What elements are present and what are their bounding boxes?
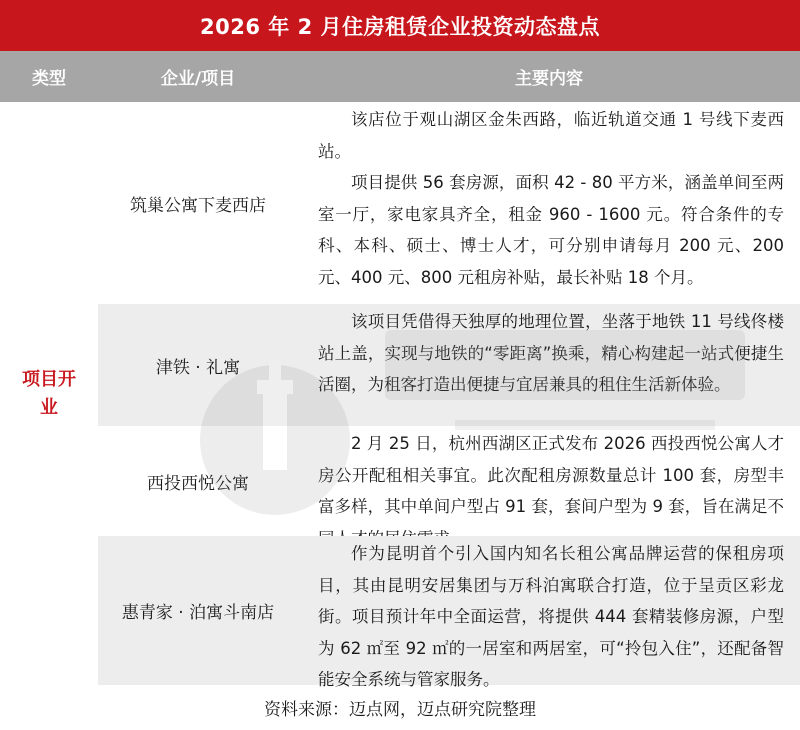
category-label: 项目开业	[22, 368, 76, 418]
header-type: 类型	[32, 69, 66, 89]
header-company: 企业/项目	[160, 69, 236, 89]
header-content: 主要内容	[515, 69, 583, 89]
table-row	[98, 536, 800, 689]
category-cell	[0, 102, 98, 685]
company-name: 津铁 · 礼寓	[155, 357, 241, 378]
table-row	[98, 102, 800, 304]
table-row	[98, 304, 800, 426]
content-paragraph: 该店位于观山湖区金朱西路，临近轨道交通 1 号线下麦西站。	[318, 110, 784, 161]
source-note: 资料来源：迈点网，迈点研究院整理	[264, 699, 536, 720]
page-title: 2026 年 2 月住房租赁企业投资动态盘点	[0, 0, 800, 51]
company-name: 筑巢公寓下麦西店	[130, 195, 266, 216]
content-paragraph: 作为昆明首个引入国内知名长租公寓品牌运营的保租房项目，其由昆明安居集团与万科泊寓联合打造，位于呈贡区彩龙街。项目预计年中全面运营，将提供 444 套精装修房源，户型为 62 ㎡至 92 ㎡的一居室和两居室，可“拎包入住”，还配备智能安全系统与管家服务。	[318, 544, 784, 689]
content-cell	[298, 102, 800, 304]
content-cell	[298, 304, 800, 426]
content-paragraph: 项目提供 56 套房源，面积 42 - 80 平方米，涵盖单间至两室一厅，家电家具齐全，租金 960 - 1600 元。符合条件的专科、本科、硕士、博士人才，可分别申请每月 200 元、200 元、400 元、800 元租房补贴，最长补贴 18 个月。	[318, 173, 784, 287]
content-cell	[298, 426, 800, 536]
content-cell	[298, 536, 800, 689]
company-name: 惠青家 · 泊寓斗南店	[121, 603, 275, 623]
table-row	[98, 426, 800, 536]
content-paragraph: 该项目凭借得天独厚的地理位置，坐落于地铁 11 号线佟楼站上盖，实现与地铁的“零距离”换乘，精心构建起一站式便捷生活圈，为租客打造出便捷与宜居兼具的租住生活新体验。	[318, 312, 784, 394]
company-name: 西投西悦公寓	[147, 473, 249, 494]
content-paragraph: 2 月 25 日，杭州西湖区正式发布 2026 西投西悦公寓人才房公开配租相关事宜。此次配租房源数量总计 100 套，房型丰富多样，其中单间户型占 91 套，套间户型为 9 套，旨在满足不	[318, 434, 784, 516]
table-header	[0, 51, 800, 102]
